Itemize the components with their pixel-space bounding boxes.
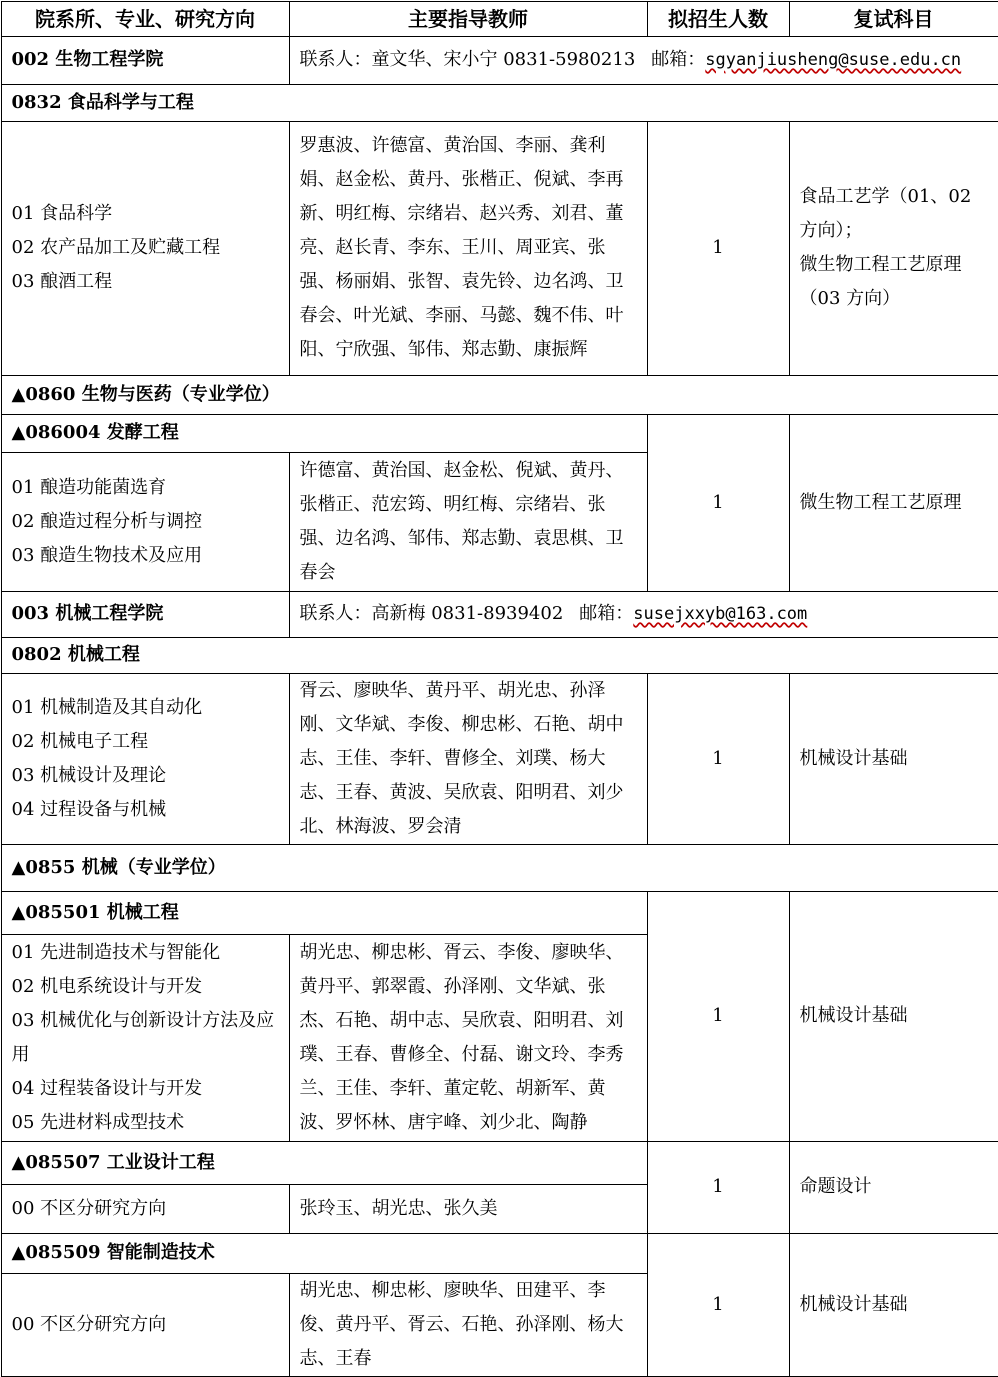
major-name: 0832 食品科学与工程 [1, 84, 998, 121]
college-name: 003 机械工程学院 [1, 591, 289, 637]
advisor-list: 罗惠波、许德富、黄治国、李丽、龚利娟、赵金松、黄丹、张楷正、倪斌、李再新、明红梅、宗绪岩、赵兴秀、刘君、董亮、赵长青、李东、王川、周亚宾、张强、杨丽娟、张智、袁先铃、边名鸿、卫春会、叶光斌、李丽、马懿、魏不伟、叶阳、宁欣强、邹伟、郑志勤、康振辉 [289, 121, 647, 375]
advisor-list: 张玲玉、胡光忠、张久美 [289, 1184, 647, 1233]
major-row-biomed [1, 375, 998, 414]
college-contact [289, 591, 998, 637]
research-directions: 01 食品科学 02 农产品加工及贮藏工程 03 酿酒工程 [1, 121, 289, 375]
major-name: ▲0855 机械（专业学位） [1, 844, 998, 891]
contact-label: 联系人：童文华、宋小宁 0831-5980213 [300, 49, 636, 70]
header-row [1, 1, 998, 36]
header-exam-subjects: 复试科目 [789, 1, 998, 36]
major-row-mech [1, 637, 998, 673]
sub-major-name: ▲085507 工业设计工程 [1, 1141, 647, 1184]
enrollment-count: 1 [647, 414, 789, 591]
research-directions: 01 先进制造技术与智能化 02 机电系统设计与开发 03 机械优化与创新设计方法及应用 04 过程装备设计与开发 05 先进材料成型技术 [1, 934, 289, 1141]
document-page [0, 1, 998, 1376]
sub-major-name: ▲086004 发酵工程 [1, 414, 647, 452]
header-advisors: 主要指导教师 [289, 1, 647, 36]
research-directions: 00 不区分研究方向 [1, 1184, 289, 1233]
detail-row-mech [1, 673, 998, 844]
sub-major-row-smart-mfg [1, 1233, 998, 1273]
enrollment-count: 1 [647, 121, 789, 375]
college-name: 002 生物工程学院 [1, 36, 289, 84]
major-name: 0802 机械工程 [1, 637, 998, 673]
exam-subjects: 命题设计 [789, 1141, 998, 1233]
email-link[interactable]: susejxxyb@163.com [633, 604, 807, 624]
college-row-bio [1, 36, 998, 84]
research-directions: 01 机械制造及其自动化 02 机械电子工程 03 机械设计及理论 04 过程设备与机械 [1, 673, 289, 844]
enrollment-table [1, 1, 998, 1377]
exam-subjects: 机械设计基础 [789, 673, 998, 844]
major-row-mech-pro [1, 844, 998, 891]
research-directions: 00 不区分研究方向 [1, 1273, 289, 1376]
advisor-list: 许德富、黄治国、赵金松、倪斌、黄丹、张楷正、范宏筠、明红梅、宗绪岩、张强、边名鸿、邹伟、郑志勤、袁思棋、卫春会 [289, 452, 647, 591]
email-label: 邮箱： [651, 49, 705, 70]
sub-major-name: ▲085509 智能制造技术 [1, 1233, 647, 1273]
sub-major-row-fermentation [1, 414, 998, 452]
sub-major-row-mech-eng [1, 891, 998, 934]
enrollment-count: 1 [647, 1141, 789, 1233]
exam-subjects: 微生物工程工艺原理 [789, 414, 998, 591]
college-contact [289, 36, 998, 84]
sub-major-row-industrial-design [1, 1141, 998, 1184]
email-link[interactable]: sgyanjiusheng@suse.edu.cn [705, 50, 961, 70]
enrollment-count: 1 [647, 673, 789, 844]
email-label: 邮箱： [579, 603, 633, 624]
detail-row-food [1, 121, 998, 375]
exam-subjects: 食品工艺学（01、02方向）； 微生物工程工艺原理（03 方向） [789, 121, 998, 375]
header-department: 院系所、专业、研究方向 [1, 1, 289, 36]
major-row-food [1, 84, 998, 121]
enrollment-count: 1 [647, 1233, 789, 1376]
enrollment-count: 1 [647, 891, 789, 1141]
header-enrollment-count: 拟招生人数 [647, 1, 789, 36]
exam-subjects: 机械设计基础 [789, 891, 998, 1141]
research-directions: 01 酿造功能菌选育 02 酿造过程分析与调控 03 酿造生物技术及应用 [1, 452, 289, 591]
sub-major-name: ▲085501 机械工程 [1, 891, 647, 934]
advisor-list: 胡光忠、柳忠彬、廖映华、田建平、李俊、黄丹平、胥云、石艳、孙泽刚、杨大志、王春 [289, 1273, 647, 1376]
advisor-list: 胡光忠、柳忠彬、胥云、李俊、廖映华、黄丹平、郭翠霞、孙泽刚、文华斌、张杰、石艳、胡中志、吴欣袁、阳明君、刘璞、王春、曹修全、付磊、谢文玲、李秀兰、王佳、李轩、董定乾、胡新军、黄波、罗怀林、唐宇峰、刘少北、陶静 [289, 934, 647, 1141]
exam-subjects: 机械设计基础 [789, 1233, 998, 1376]
college-row-mech [1, 591, 998, 637]
major-name: ▲0860 生物与医药（专业学位） [1, 375, 998, 414]
advisor-list: 胥云、廖映华、黄丹平、胡光忠、孙泽刚、文华斌、李俊、柳忠彬、石艳、胡中志、王佳、李轩、曹修全、刘璞、杨大志、王春、黄波、吴欣袁、阳明君、刘少北、林海波、罗会清 [289, 673, 647, 844]
contact-label: 联系人：高新梅 0831-8939402 [300, 603, 564, 624]
